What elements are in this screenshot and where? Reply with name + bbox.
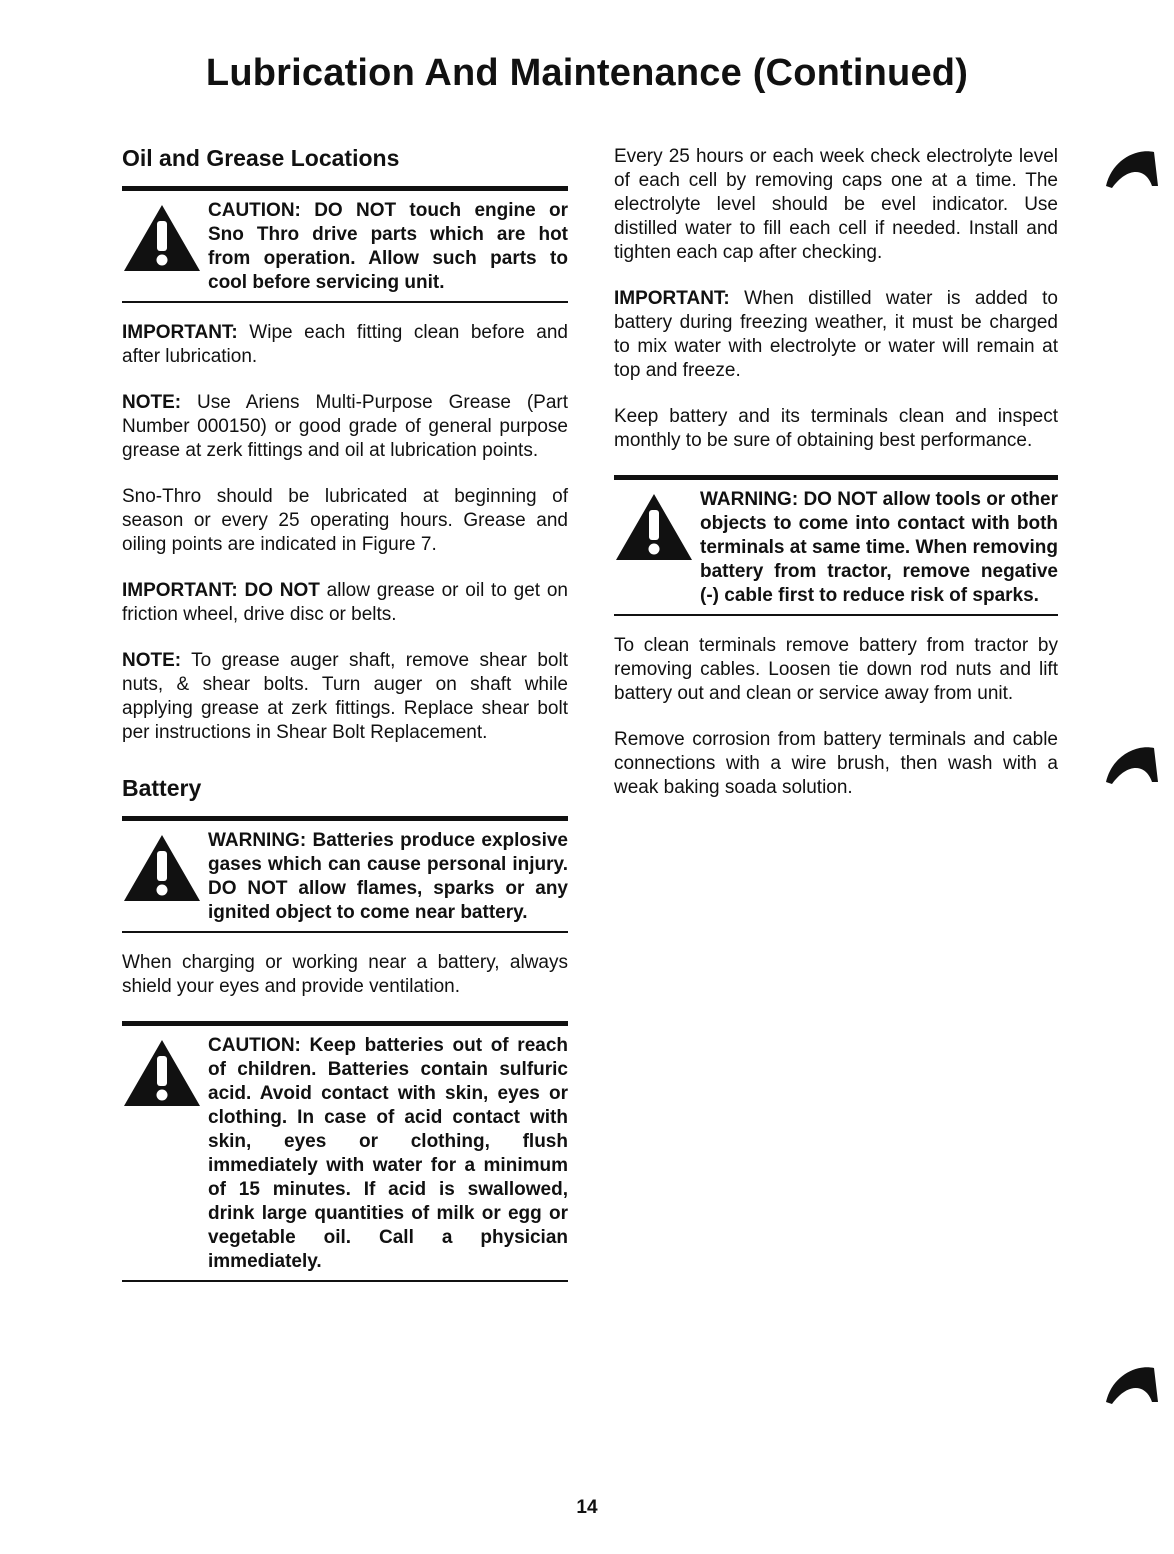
warning-triangle-icon xyxy=(122,1034,208,1108)
warning-box-explosive-gases xyxy=(122,816,568,933)
note-auger-shaft: NOTE: To grease auger shaft, remove shear bolt nuts, & shear bolts. Turn auger on shaft while applying grease at zerk fittings. Replace shear bolt per instructions in Shear Bolt Replacement. xyxy=(122,650,568,743)
warning-triangle-icon xyxy=(614,488,700,562)
note-label: NOTE: xyxy=(122,392,182,413)
binder-tab-icon xyxy=(1102,742,1166,788)
heading-battery: Battery xyxy=(122,775,202,801)
important-friction-wheel: IMPORTANT: DO NOT allow grease or oil to get on friction wheel, drive disc or belts. xyxy=(122,580,568,625)
clean-terminals-procedure: To clean terminals remove battery from tractor by removing cables. Loosen tie down rod nuts and lift battery out and clean or service away from unit. xyxy=(614,635,1058,704)
caution-text-hot-parts: CAUTION: DO NOT touch engine or Sno Thro drive parts which are hot from operation. Allow such parts to cool before servicing unit. xyxy=(208,200,568,293)
note-grease-type: NOTE: Use Ariens Multi-Purpose Grease (Part Number 000150) or good grade of general purpose grease at zerk fittings and oil at lubrication points. xyxy=(122,392,568,461)
warning-triangle-icon xyxy=(122,199,208,273)
charging-safety: When charging or working near a battery, always shield your eyes and provide ventilation. xyxy=(122,952,568,997)
remove-corrosion: Remove corrosion from battery terminals and cable connections with a wire brush, then wash with a weak baking soada solution. xyxy=(614,729,1058,798)
right-column xyxy=(614,145,1058,822)
binder-tab-icon xyxy=(1102,146,1166,192)
warning-text-explosive-gases: WARNING: Batteries produce explosive gases which can cause personal injury. DO NOT allow flames, sparks or any ignited object to come near battery. xyxy=(208,830,568,923)
warning-triangle-icon xyxy=(122,829,208,903)
page-number: 14 xyxy=(576,1497,598,1518)
caution-box-hot-parts xyxy=(122,186,568,303)
important-label: IMPORTANT: xyxy=(614,288,730,309)
important-label: IMPORTANT: DO NOT xyxy=(122,580,320,601)
binder-tab-icon xyxy=(1102,1362,1166,1408)
caution-box-sulfuric-acid xyxy=(122,1021,568,1282)
electrolyte-check: Every 25 hours or each week check electrolyte level of each cell by removing caps one at a time. The electrolyte level should be evel indicator. Use distilled water to fill each cell if needed. Install and tighten each cap after checking. xyxy=(614,146,1058,263)
lubrication-schedule: Sno-Thro should be lubricated at beginning of season or every 25 operating hours. Grease and oiling points are indicated in Figure 7. xyxy=(122,486,568,555)
keep-terminals-clean: Keep battery and its terminals clean and inspect monthly to be sure of obtaining best performance. xyxy=(614,406,1058,451)
important-wipe-fitting: IMPORTANT: Wipe each fitting clean before and after lubrication. xyxy=(122,322,568,367)
important-freezing-weather: IMPORTANT: When distilled water is added to battery during freezing weather, it must be charged to mix water with electrolyte or water will remain at top and freeze. xyxy=(614,288,1058,381)
warning-text-terminals: WARNING: DO NOT allow tools or other objects to come into contact with both terminals at same time. When removing battery from tractor, remove negative (-) cable first to reduce risk of sparks. xyxy=(700,489,1058,606)
caution-text-sulfuric-acid: CAUTION: Keep batteries out of reach of children. Batteries contain sulfuric acid. Avoid contact with skin, eyes or clothing. In case of acid contact with skin, eyes or clothing, flush immediately with water for a minimum of 15 minutes. If acid is swallowed, drink large quantities of milk or egg or vegetable oil. Call a physician immediately. xyxy=(208,1035,568,1272)
warning-box-terminals xyxy=(614,475,1058,616)
note-label: NOTE: xyxy=(122,650,182,671)
page-title: Lubrication And Maintenance (Continued) xyxy=(205,52,969,94)
left-column xyxy=(122,145,568,1300)
important-label: IMPORTANT: xyxy=(122,322,238,343)
heading-oil-grease: Oil and Grease Locations xyxy=(122,145,400,171)
